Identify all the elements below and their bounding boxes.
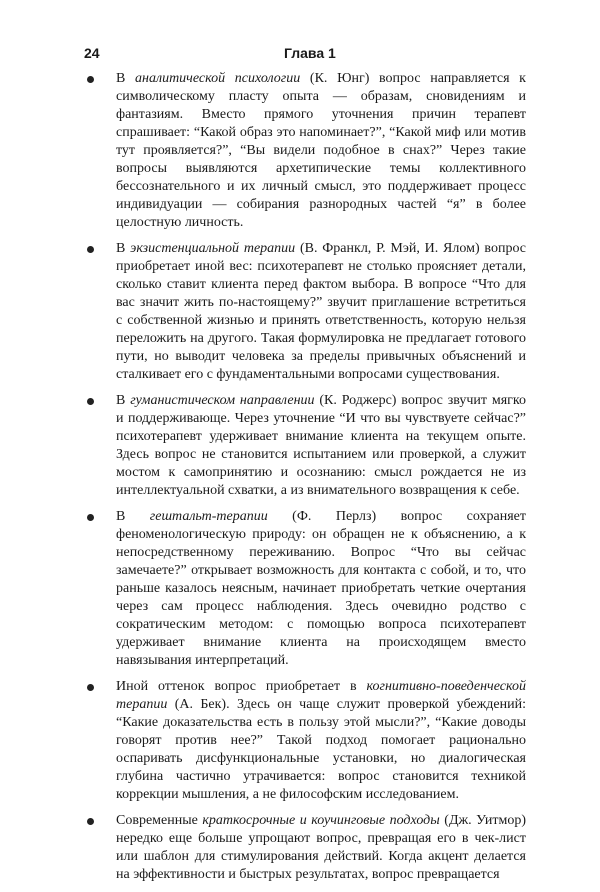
emphasized-term: краткосрочные и коучинговые подходы — [202, 813, 440, 828]
emphasized-term: когнитивно-поведенческой терапии — [116, 679, 526, 712]
emphasized-term: гуманистическом направлении — [130, 393, 315, 408]
list-item-humanistic-approach — [84, 392, 526, 500]
bullet-icon — [87, 818, 94, 825]
chapter-title: Глава 1 — [284, 45, 336, 61]
list-item-text: Иной оттенок вопрос приобретает в когнитивно-поведенческой терапии (А. Бек). Здесь он чаще служит проверкой убеждений: “Какие доказательства есть в пользу этой мысли?”, “Какие доводы говорят против нее?” Такой подход помогает рационально оспаривать дисфункциональные установки, но диалогическая глубина частично утрачивается: вопрос становится техникой коррекции мышления, а не философским исследованием. — [116, 679, 526, 802]
emphasized-term: экзистенциальной терапии — [130, 241, 296, 256]
bullet-icon — [87, 246, 94, 253]
running-header — [84, 45, 516, 65]
list-item-analytical-psychology — [84, 70, 526, 232]
list-item-cbt — [84, 678, 526, 804]
bullet-icon — [87, 76, 94, 83]
bullet-icon — [87, 398, 94, 405]
list-item-existential-therapy — [84, 240, 526, 384]
list-item-text: В аналитической психологии (К. Юнг) вопрос направляется к символическому пласту опыта — образам, сновидениям и фантазиям. Вместо прямого уточнения причин терапевт спрашивает: “Какой образ это напоминает?”, “Какой миф или мотив тут проявляется?”, “Вы видели подобное в снах?” Через такие вопросы выявляются архетипические темы коллективного бессознательного и их личный смысл, это поддерживает процесс индивидуации — собирания разнородных частей “я” в более целостную личность. — [116, 71, 526, 230]
list-item-gestalt-therapy — [84, 508, 526, 670]
list-item-text: В гуманистическом направлении (К. Роджерс) вопрос звучит мягко и поддерживающе. Через уточнение “И что вы чувствуете сейчас?” психотерапевт удерживает внимание клиента на текущем опыте. Здесь вопрос не становится испытанием или проверкой, а служит мостом к самопринятию и осознанию: смысл рождается не из интеллектуальной схватки, а из внимательного возвращения к себе. — [116, 393, 527, 498]
list-item-text: В экзистенциальной терапии (В. Франкл, Р. Мэй, И. Ялом) вопрос приобретает иной вес: психотерапевт не столько проясняет детали, сколько ставит клиента перед фактом выбора. В вопросе “Что для вас значит жить по-настоящему?” звучит приглашение встретиться с собственной жизнью и принять ответственность, которую нельзя переложить на другого. Такая формулировка не предлагает готового пути, но выводит человека за пределы привычных объяснений и сталкивает его с фундаментальными вопросами существования. — [116, 241, 527, 382]
page-number: 24 — [84, 45, 100, 61]
emphasized-term: гештальт-терапии — [149, 509, 268, 524]
emphasized-term: аналитической психологии — [135, 71, 301, 86]
bullet-icon — [87, 514, 94, 521]
therapy-approaches-list — [84, 70, 526, 892]
bullet-icon — [87, 684, 94, 691]
list-item-coaching-approaches — [84, 812, 526, 884]
list-item-text: В гештальт-терапии (Ф. Перлз) вопрос сохраняет феноменологическую природу: он обращен не к объяснению, а к непосредственному переживанию. Вопрос “Что вы сейчас замечаете?” открывает возможность для контакта с собой, и то, что раньше казалось неясным, начинает приобретать четкие очертания через сам процесс наблюдения. Здесь очевидно родство с сократическим методом: с помощью вопроса психотерапевт удерживает внимание клиента на происходящем вместо навязывания интерпретаций. — [116, 509, 526, 668]
list-item-text: Современные краткосрочные и коучинговые подходы (Дж. Уитмор) нередко еще больше упрощают вопрос, превращая его в чек-лист или шаблон для стимулирования действий. Когда акцент делается на эффективности и быстрых результатах, вопрос превращается — [116, 813, 527, 882]
